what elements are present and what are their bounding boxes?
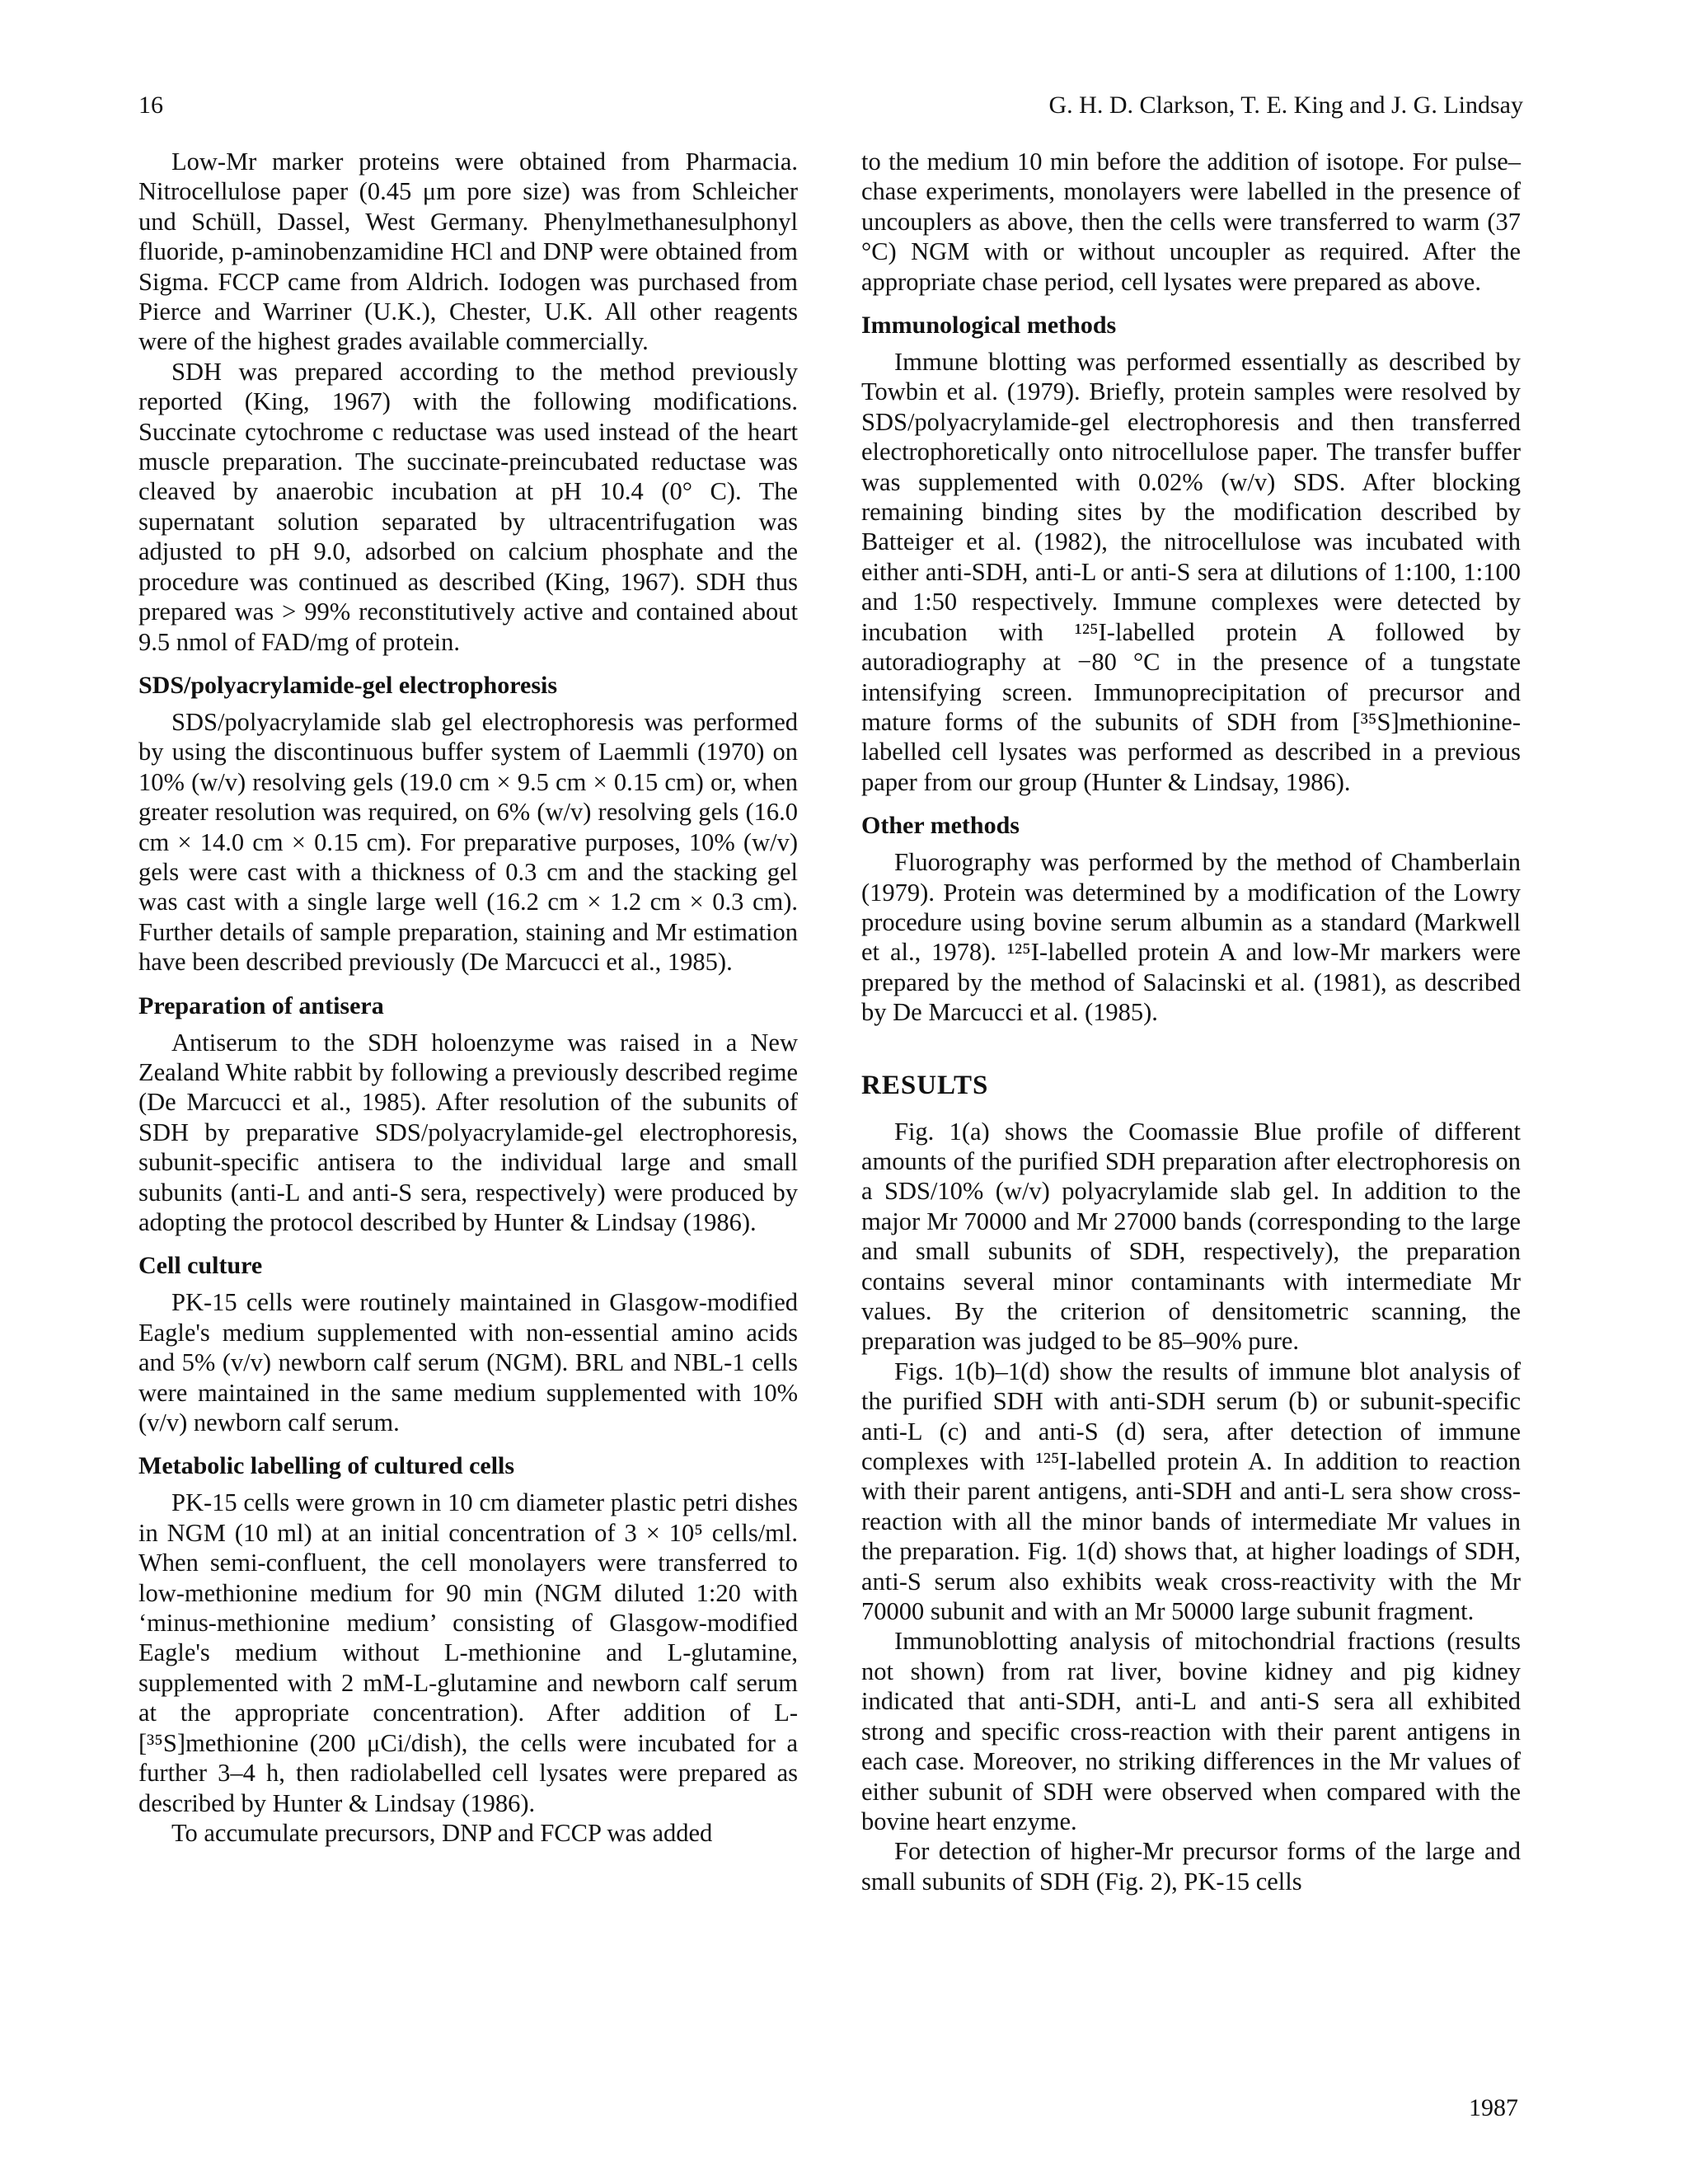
section-heading-cell-culture: Cell culture	[138, 1252, 263, 1280]
left-column	[138, 147, 798, 1848]
author-line: G. H. D. Clarkson, T. E. King and J. G. Lindsay	[1048, 91, 1523, 119]
paragraph-materials: Low-Mr marker proteins were obtained from Pharmacia. Nitrocellulose paper (0.45 μm pore size) was from Schleicher und Schüll, Dassel, West Germany. Phenylmethanesulphonyl fluoride, p-aminobenzamidine HCl and DNP were obtained from Sigma. FCCP came from Aldrich. Iodogen was purchased from Pierce and Warriner (U.K.), Chester, U.K. All other reagents were of the highest grades available commercially.	[138, 148, 798, 356]
paragraph-antisera: Antiserum to the SDH holoenzyme was raised in a New Zealand White rabbit by following a previously described regime (De Marcucci et al., 1985). After resolution of the subunits of SDH by preparative SDS/polyacrylamide-gel electrophoresis, subunit-specific antisera to the individual large and small subunits (anti-L and anti-S sera, respectively) were produced by adopting the protocol described by Hunter & Lindsay (1986).	[138, 1028, 798, 1236]
right-column	[861, 147, 1521, 1896]
paragraph-metabolic-labelling: PK-15 cells were grown in 10 cm diameter plastic petri dishes in NGM (10 ml) at an initial concentration of 3 × 10⁵ cells/ml. When semi-confluent, the cell monolayers were transferred to low-methionine medium for 90 min (NGM diluted 1:20 with ‘minus-methionine medium’ consisting of Glasgow-modified Eagle's medium without L-methionine and L-glutamine, supplemented with 2 mM-L-glutamine and newborn calf serum at the appropriate concentration). After addition of L-[³⁵S]methionine (200 μCi/dish), the cells were incubated for a further 3–4 h, then radiolabelled cell lysates were prepared as described by Hunter & Lindsay (1986).	[138, 1488, 798, 1817]
section-heading-results: RESULTS	[861, 1070, 989, 1100]
page-number: 16	[138, 91, 163, 119]
footer-year: 1987	[1469, 2094, 1518, 2121]
paragraph-precursors: To accumulate precursors, DNP and FCCP was added	[171, 1818, 713, 1847]
section-heading-metabolic-labelling: Metabolic labelling of cultured cells	[138, 1452, 515, 1480]
paragraph-results-fig1bd: Figs. 1(b)–1(d) show the results of immune blot analysis of the purified SDH with anti-SDH serum (b) or subunit-specific anti-L (c) and anti-S (d) sera, after detection of immune complexes with ¹²⁵I-labelled protein A. In addition to reaction with their parent antigens, anti-SDH and anti-L sera show cross-reaction with all the minor bands of intermediate Mr values in the preparation. Fig. 1(d) shows that, at higher loadings of SDH, anti-S serum also exhibits weak cross-reactivity with the Mr 70000 subunit and with an Mr 50000 large subunit fragment.	[861, 1357, 1521, 1626]
section-heading-other-methods: Other methods	[861, 812, 1020, 840]
section-heading-immunological-methods: Immunological methods	[861, 312, 1117, 340]
paragraph-immune-blotting: Immune blotting was performed essentially as described by Towbin et al. (1979). Briefly, protein samples were resolved by SDS/polyacrylamide-gel electrophoresis and then transferred electrophoretically onto nitrocellulose paper. The transfer buffer was supplemented with 0.02% (w/v) SDS. After blocking remaining binding sites by the modification described by Batteiger et al. (1982), the nitrocellulose was incubated with either anti-SDH, anti-L or anti-S sera at dilutions of 1:100, 1:100 and 1:50 respectively. Immune complexes were detected by incubation with ¹²⁵I-labelled protein A followed by autoradiography at −80 °C in the presence of a tungstate intensifying screen. Immunoprecipitation of precursor and mature forms of the subunits of SDH from [³⁵S]methionine-labelled cell lysates was performed as described in a previous paper from our group (Hunter & Lindsay, 1986).	[861, 348, 1521, 796]
section-heading-sds-page: SDS/polyacrylamide-gel electrophoresis	[138, 671, 558, 699]
paragraph-cell-culture: PK-15 cells were routinely maintained in Glasgow-modified Eagle's medium supplemented with non-essential amino acids and 5% (v/v) newborn calf serum (NGM). BRL and NBL-1 cells were maintained in the same medium supplemented with 10% (v/v) newborn calf serum.	[138, 1288, 798, 1437]
paragraph-sdh-preparation: SDH was prepared according to the method previously reported (King, 1967) with the following modifications. Succinate cytochrome c reductase was used instead of the heart muscle preparation. The succinate-preincubated reductase was cleaved by anaerobic incubation at pH 10.4 (0° C). The supernatant solution separated by ultracentrifugation was adjusted to pH 9.0, adsorbed on calcium phosphate and the procedure was continued as described (King, 1967). SDH thus prepared was > 99% reconstitutively active and contained about 9.5 nmol of FAD/mg of protein.	[138, 357, 798, 656]
paragraph-results-immunoblotting: Immunoblotting analysis of mitochondrial fractions (results not shown) from rat liver, bovine kidney and pig kidney indicated that anti-SDH, anti-L and anti-S sera all exhibited strong and specific cross-reaction with their parent antigens in each case. Moreover, no striking differences in the Mr values of either subunit of SDH were observed when compared with the bovine heart enzyme.	[861, 1627, 1521, 1835]
paragraph-sds-page: SDS/polyacrylamide slab gel electrophoresis was performed by using the discontinuous buffer system of Laemmli (1970) on 10% (w/v) resolving gels (19.0 cm × 9.5 cm × 0.15 cm) or, when greater resolution was required, on 6% (w/v) resolving gels (16.0 cm × 14.0 cm × 0.15 cm). For preparative purposes, 10% (w/v) gels were cast with a thickness of 0.3 cm and the stacking gel was cast with a single large well (16.2 cm × 1.2 cm × 0.3 cm). Further details of sample preparation, staining and Mr estimation have been described previously (De Marcucci et al., 1985).	[138, 707, 798, 977]
paragraph-results-precursors: For detection of higher-Mr precursor forms of the large and small subunits of SDH (Fig. 2), PK-15 cells	[861, 1837, 1521, 1896]
section-heading-antisera: Preparation of antisera	[138, 991, 384, 1019]
paragraph-pulse-chase: to the medium 10 min before the addition of isotope. For pulse–chase experiments, monolayers were labelled in the presence of uncouplers as above, then the cells were transferred to warm (37 °C) NGM with or without uncoupler as required. After the appropriate chase period, cell lysates were prepared as above.	[861, 148, 1521, 296]
paragraph-other-methods: Fluorography was performed by the method of Chamberlain (1979). Protein was determined by a modification of the Lowry procedure using bovine serum albumin as a standard (Markwell et al., 1978). ¹²⁵I-labelled protein A and low-Mr markers were prepared by the method of Salacinski et al. (1981), as described by De Marcucci et al. (1985).	[861, 848, 1521, 1027]
paragraph-results-fig1a: Fig. 1(a) shows the Coomassie Blue profile of different amounts of the purified SDH preparation after electrophoresis on a SDS/10% (w/v) polyacrylamide slab gel. In addition to the major Mr 70000 and Mr 27000 bands (corresponding to the large and small subunits of SDH, respectively), the preparation contains several minor contaminants with intermediate Mr values. By the criterion of densitometric scanning, the preparation was judged to be 85–90% pure.	[861, 1117, 1521, 1356]
running-head	[138, 91, 1523, 120]
